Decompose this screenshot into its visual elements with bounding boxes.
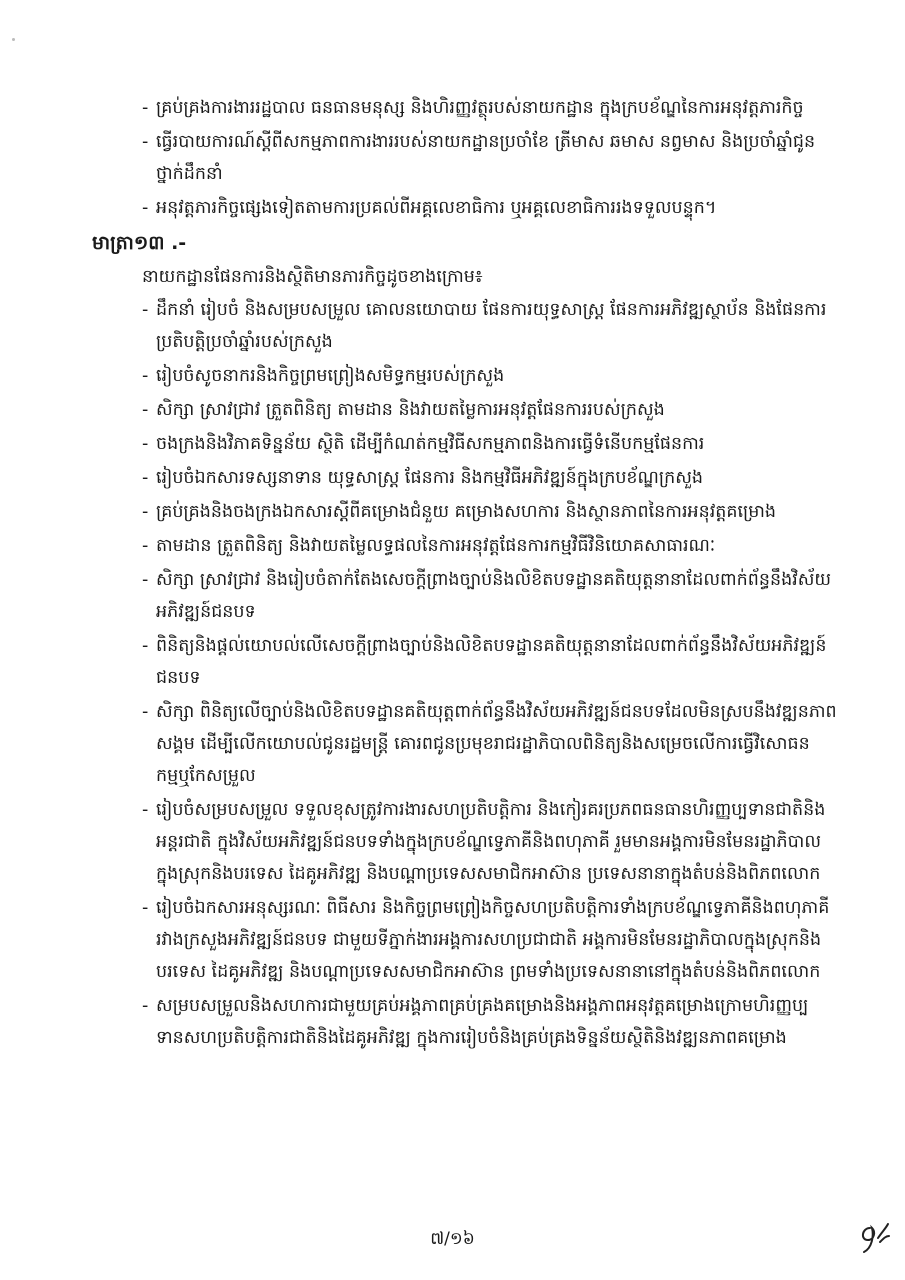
list-item-text: រៀបចំឯកសារអនុស្សរណៈ ពិធីសារ និងកិច្ចព្រមព្រៀងកិច្ចសហប្រតិបត្តិការទាំងក្របខ័ណ្ឌទ្វេភាគីនិងពហុភាគីរវាងក្រសួងអភិវឌ្ឍន៍ជនបទ ជាមួយទីភ្នាក់ងារអង្គការសហប្រជាជាតិ អង្គការមិនមែនរដ្ឋាភិបាលក្នុងស្រុកនិងបរទេស ដៃគូអភិវឌ្ឍ និងបណ្តាប្រទេសសមាជិកអាស៊ាន ព្រមទាំងប្រទេសនានានៅក្នុងតំបន់និងពិភពលោក — [156, 898, 830, 982]
list-item-text: សិក្សា ស្រាវជ្រាវ និងរៀបចំតាក់តែងសេចក្តីព្រាងច្បាប់និងលិខិតបទដ្ឋានគតិយុត្តនានាដែលពាក់ព័ន្ធនឹងវិស័យអភិវឌ្ឍន៍ជនបទ — [156, 570, 832, 622]
list-item — [92, 794, 837, 890]
bullet-dash: - — [142, 800, 149, 820]
list-item — [92, 892, 837, 988]
scan-speck — [12, 38, 15, 41]
list-item — [92, 92, 837, 124]
list-item — [92, 630, 837, 694]
bullet-dash: - — [142, 366, 149, 386]
list-item — [92, 496, 837, 528]
bullet-dash: - — [142, 198, 149, 218]
bullet-dash: - — [142, 502, 149, 522]
bullet-dash: - — [142, 536, 149, 556]
list-item — [92, 126, 837, 190]
list-item-text: ពិនិត្យនិងផ្តល់យោបល់លើសេចក្តីព្រាងច្បាប់និងលិខិតបទដ្ឋានគតិយុត្តនានាដែលពាក់ព័ន្ធនឹងវិស័យអភិវឌ្ឍន៍ជនបទ — [156, 636, 827, 688]
bullet-dash: - — [142, 132, 149, 152]
bullet-dash: - — [142, 300, 149, 320]
list-item-text: ដឹកនាំ រៀបចំ និងសម្របសម្រួល គោលនយោបាយ ផែនការយុទ្ធសាស្ត្រ ផែនការអភិវឌ្ឍស្ថាប័ន និងផែនការប្រតិបត្តិប្រចាំឆ្នាំរបស់ក្រសួង — [156, 300, 827, 352]
article-intro: នាយកដ្ឋានផែនការនិងស្ថិតិមានភារកិច្ចដូចខាងក្រោម៖ — [142, 267, 483, 287]
list-item — [92, 530, 837, 562]
list-item-text: រៀបចំសូចនាករនិងកិច្ចព្រមព្រៀងសមិទ្ធកម្មរបស់ក្រសួង — [156, 366, 505, 386]
list-item — [92, 564, 837, 628]
list-item-text: គ្រប់គ្រងនិងចងក្រងឯកសារស្តីពីគម្រោងជំនួយ គម្រោងសហការ និងស្ថានភាពនៃការអនុវត្តគម្រោង — [156, 502, 777, 522]
bullet-dash: - — [142, 702, 149, 722]
list-item-text: ចងក្រងនិងវិភាគទិន្នន័យ ស្ថិតិ ដើម្បីកំណត់កម្មវិធីសកម្មភាពនិងការធ្វើទំនើបកម្មផែនការ — [156, 434, 705, 454]
top-bullet-list — [92, 92, 837, 224]
bullet-dash: - — [142, 400, 149, 420]
list-item-text: គ្រប់គ្រងការងាររដ្ឋបាល ធនធានមនុស្ស និងហិរញ្ញវត្ថុរបស់នាយកដ្ឋាន ក្នុងក្របខ័ណ្ឌនៃការអនុវត្តភារកិច្ច — [156, 98, 804, 118]
list-item-text: សិក្សា ពិនិត្យលើច្បាប់និងលិខិតបទដ្ឋានគតិយុត្តពាក់ព័ន្ធនឹងវិស័យអភិវឌ្ឍន៍ជនបទដែលមិនស្របនឹងវឌ្ឍនភាពសង្គម ដើម្បីលើកយោបល់ជូនរដ្ឋមន្ត្រី គោរពជូនប្រមុខរាជរដ្ឋាភិបាលពិនិត្យនិងសម្រេចលើការធ្វើវិសោធនកម្មឬកែសម្រួល — [156, 702, 837, 786]
list-item — [92, 360, 837, 392]
list-item — [92, 428, 837, 460]
page-number: ៧/១៦ — [430, 1229, 475, 1249]
bullet-dash: - — [142, 468, 149, 488]
bullet-dash: - — [142, 434, 149, 454]
bullet-dash: - — [142, 996, 149, 1016]
list-item-text: រៀបចំឯកសារទស្សនាទាន យុទ្ធសាស្ត្រ ផែនការ និងកម្មវិធីអភិវឌ្ឍន៍ក្នុងក្របខ័ណ្ឌក្រសួង — [156, 468, 703, 488]
list-item — [92, 394, 837, 426]
list-item — [92, 990, 837, 1054]
list-item-text: តាមដាន ត្រួតពិនិត្យ និងវាយតម្លៃលទ្ធផលនៃការអនុវត្តផែនការកម្មវិធីវិនិយោគសាធារណៈ — [156, 536, 716, 556]
list-item — [92, 192, 837, 224]
list-item-text: រៀបចំសម្របសម្រួល ទទួលខុសត្រូវការងារសហប្រតិបត្តិការ និងកៀរគរប្រភពធនធានហិរញ្ញប្បទានជាតិនិងអន្តរជាតិ ក្នុងវិស័យអភិវឌ្ឍន៍ជនបទទាំងក្នុងក្របខ័ណ្ឌទ្វេភាគីនិងពហុភាគី រួមមានអង្គការមិនមែនរដ្ឋាភិបាលក្នុងស្រុកនិងបរទេស ដៃគូអភិវឌ្ឍ និងបណ្តាប្រទេសសមាជិកអាស៊ាន ប្រទេសនានាក្នុងតំបន់និងពិភពលោក — [156, 800, 826, 884]
list-item — [92, 462, 837, 494]
list-item-text: ធ្វើរបាយការណ៍ស្តីពីសកម្មភាពការងាររបស់នាយកដ្ឋានប្រចាំខែ ត្រីមាស ឆមាស ន​ព្វមាស និងប្រចាំឆ្នាំជូនថ្នាក់ដឹកនាំ — [156, 132, 816, 184]
list-item — [92, 696, 837, 792]
page-content — [92, 92, 837, 1056]
list-item-text: អនុវត្តភារកិច្ចផ្សេងទៀតតាមការប្រគល់ពីអគ្គលេខាធិការ ឬអគ្គលេខាធិការរងទទួលបន្ទុក។ — [156, 198, 717, 218]
article-bullet-list — [92, 294, 837, 1054]
list-item — [92, 294, 837, 358]
bullet-dash: - — [142, 570, 149, 590]
bullet-dash: - — [142, 636, 149, 656]
list-item-text: សិក្សា ស្រាវជ្រាវ ត្រួតពិនិត្យ តាមដាន និងវាយតម្លៃការអនុវត្តផែនការរបស់ក្រសួង — [156, 400, 665, 420]
handwritten-initial-mark — [856, 1218, 892, 1258]
article-heading: មាត្រា១៣ .- — [92, 232, 187, 254]
bullet-dash: - — [142, 98, 149, 118]
bullet-dash: - — [142, 898, 149, 918]
list-item-text: សម្របសម្រួលនិងសហការជាមួយគ្រប់អង្គភាពគ្រប់គ្រងគម្រោងនិងអង្គភាពអនុវត្តគម្រោងក្រោមហិរញ្ញប្បទានសហប្រតិបត្តិការជាតិនិងដៃគូអភិវឌ្ឍ ក្នុងការរៀបចំនិងគ្រប់គ្រងទិន្នន័យស្ថិតិនិងវឌ្ឍនភាពគម្រោង — [156, 996, 809, 1048]
